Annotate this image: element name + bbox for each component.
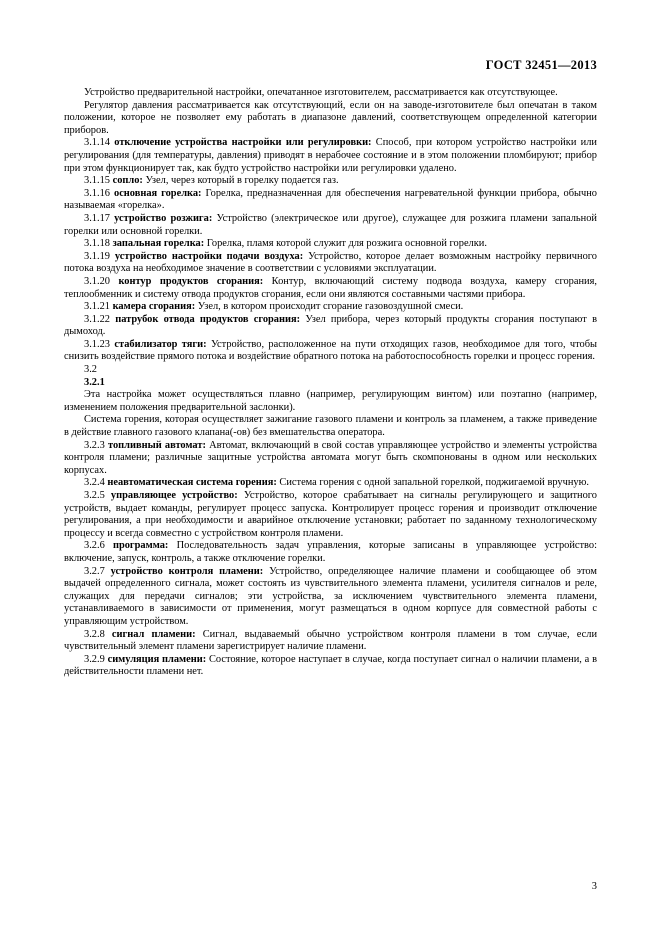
term-label: устройство розжига: [114, 212, 213, 224]
paragraph-text: Устройство, которое срабатывает на сигналы регулирующего и защитного устройств, выдает команды, регулирует процесс запуска. Контролирует процесс горения и производит отключение регулирования, а при необходимости и аварийное отключение установки; работает по заданному технологическому процессу и всегда совместно с устройством контроля пламени. [64, 490, 597, 539]
term-label: устройство настройки подачи воздуха: [114, 250, 304, 262]
paragraph-text: Система горения с одной запальной горелкой, поджигаемой вручную. [279, 477, 589, 489]
paragraph-text: Система горения, которая осуществляет зажигание газового пламени и контроль за пламенем, а также приведение в действие главного газового клапана(-ов) без вмешательства оператора. [64, 414, 597, 439]
term-label: основная горелка: [114, 187, 202, 199]
term-label: топливный автомат: [108, 439, 206, 451]
paragraph-text: Устройство предварительной настройки, опечатанное изготовителем, рассматривается как отсутствующее. [84, 87, 558, 98]
clause-number: 3.2.8 [84, 628, 105, 640]
paragraph [64, 87, 597, 100]
paragraph-text: Устройство, определяющее наличие пламени и сообщающее об этом выдачей определенного сигнала, может состоять из чувствительного элемента пламени, усилителя сигналов и реле, служащих для передачи сигналов; эти устройства, за исключением чувствительного элемента пламени, устанавливаемого в зависимости от применения, могут размещаться в одном корпусе для совместной работы с управляющим устройством. [64, 565, 597, 627]
section-heading [64, 377, 597, 390]
term-label: сигнал пламени: [111, 628, 196, 640]
term-label: управляющее устройство: [110, 490, 238, 501]
term-label: контур продуктов сгорания: [118, 275, 264, 287]
page-header: ГОСТ 32451—2013 [485, 58, 597, 72]
paragraph-text: Сигнал, выдаваемый обычно устройством контроля пламени в том случае, если чувствительный элемент пламени зарегистрирует наличие пламени. [64, 628, 598, 653]
clause-number: 3.1.19 [84, 250, 110, 262]
paragraph [64, 440, 597, 478]
clause-number: 3.2.5 [84, 490, 105, 501]
paragraph-text: Контур, включающий систему подвода воздуха, камеру сгорания, теплообменник и систему отвода продуктов сгорания, если они являются составными частями прибора. [64, 275, 597, 300]
paragraph [64, 301, 597, 314]
paragraph [64, 389, 597, 414]
clause-number: 3.2.4 [84, 477, 105, 489]
clause-number: 3.1.22 [84, 313, 110, 325]
term-label: устройство контроля пламени: [110, 565, 264, 577]
paragraph-text: Эта настройка может осуществляться плавно (например, регулирующим винтом) или поэтапно (например, изменением положения предварительной заслонки). [64, 389, 597, 413]
paragraph [64, 654, 597, 679]
clause-number: 3.1.21 [84, 301, 110, 313]
paragraph-text: Автомат, включающий в свой состав управляющее устройство и элементы устройства контроля пламени; различные защитные устройства автомата могут быть скомпонованы в одном или нескольких корпусах. [64, 439, 597, 476]
term-label: программа: [112, 540, 169, 552]
clause-number: 3.1.23 [84, 338, 110, 350]
paragraph-text: Горелка, пламя которой служит для розжига основной горелки. [206, 238, 487, 250]
paragraph [64, 540, 597, 565]
term-label: сопло: [112, 175, 143, 187]
clause-number: 3.2.7 [84, 565, 105, 577]
paragraph [64, 364, 597, 377]
paragraph-text: Горелка, предназначенная для обеспечения нагревательной функции прибора, обычно называемая «горелка». [64, 187, 597, 212]
paragraph [64, 175, 597, 188]
paragraph-text: Последовательность задач управления, которые записаны в управляющее устройство: включение, запуск, контроль, а также отключение горелки. [64, 540, 597, 564]
paragraph-text: Узел, через который в горелку подается газ. [145, 175, 339, 187]
clause-number: 3.1.15 [84, 175, 110, 187]
paragraph-text: Способ, при котором устройство настройки или регулирования (для температуры, давления) приводят в нерабочее состояние и в этом положении пломбируют; прибор при этом функционирует так, как будто устройство настройки или регулировки удалено. [64, 137, 597, 174]
term-label: симуляция пламени: [107, 653, 207, 665]
paragraph-text: Узел, в котором происходит сгорание газовоздушной смеси. [197, 301, 464, 313]
paragraph-text: Регулятор давления рассматривается как отсутствующий, если он на заводе-изготовителе был опечатан в таком положении, которое не позволяет ему работать в диапазоне давлений, соответствующем определенной категории приборов. [64, 99, 597, 136]
paragraph-text: Устройство (электрическое или другое), служащее для розжига пламени запальной горелки или основной горелки. [64, 212, 597, 237]
clause-number: 3.1.17 [84, 212, 110, 224]
clause-number: 3.2 [84, 364, 97, 376]
clause-number: 3.1.14 [84, 137, 110, 149]
paragraph [64, 213, 597, 238]
term-label: запальная горелка: [112, 238, 205, 250]
term-label: отключение устройства настройки или регулировки: [114, 137, 372, 149]
section-number: 3.2.1 [84, 376, 105, 388]
paragraph [64, 238, 597, 251]
paragraph-note [64, 414, 597, 439]
term-label: камера сгорания: [112, 301, 196, 313]
document-body [64, 87, 597, 679]
paragraph [64, 251, 597, 276]
term-label: патрубок отвода продуктов сгорания: [115, 313, 301, 325]
paragraph [64, 100, 597, 138]
clause-number: 3.1.16 [84, 187, 110, 199]
clause-number: 3.2.3 [84, 439, 105, 451]
clause-number: 3.1.20 [84, 275, 110, 287]
paragraph [64, 276, 597, 301]
paragraph-text: Устройство, которое делает возможным настройку первичного потока воздуха на необходимое значение в соответствии с условиями эксплуатации. [64, 250, 597, 275]
clause-number: 3.1.18 [84, 238, 110, 250]
paragraph [64, 566, 597, 629]
paragraph [64, 477, 597, 490]
paragraph [64, 188, 597, 213]
paragraph-text: Узел прибора, через который продукты сгорания поступают в дымоход. [64, 313, 597, 338]
term-label: стабилизатор тяги: [114, 338, 207, 350]
paragraph [64, 339, 597, 364]
paragraph-text: Состояние, которое наступает в случае, когда поступает сигнал о наличии пламени, а в действительности пламени нет. [64, 653, 597, 678]
page-number: 3 [591, 881, 597, 892]
clause-number: 3.2.9 [84, 653, 105, 665]
paragraph [64, 314, 597, 339]
term-label: неавтоматическая система горения: [107, 477, 277, 489]
paragraph [64, 629, 597, 654]
paragraph-text: Устройство, расположенное на пути отходящих газов, необходимое для того, чтобы снизить воздействие прямого потока и воздействие обратного потока на работоспособность горелки и процесс горения. [64, 338, 597, 363]
paragraph [64, 490, 597, 540]
paragraph [64, 137, 597, 175]
clause-number: 3.2.6 [84, 540, 105, 552]
